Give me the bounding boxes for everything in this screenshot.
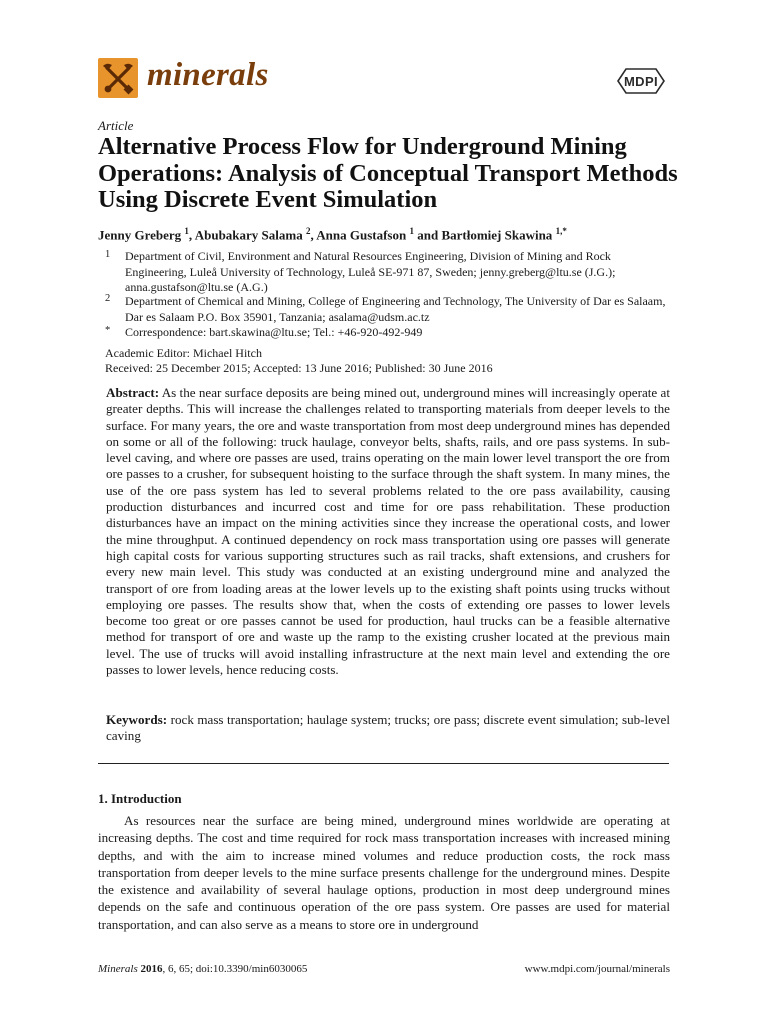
article-title: Alternative Process Flow for Underground Mining Operations: Analysis of Conceptual Transport Methods Using Discrete Event Simulation (98, 133, 678, 213)
keywords-text: rock mass transportation; haulage system; trucks; ore pass; discrete event simulation; sub-level caving (106, 712, 670, 744)
author-separator: , (310, 227, 317, 243)
abstract-label: Abstract: (106, 385, 160, 400)
introduction-paragraph: As resources near the surface are being mined, underground mines worldwide are operating at increasing depths. The cost and time required for rock mass transportation increases with increased mining depths, and with the aim to increase mined volumes and reduce production costs, the rock mass transportation from deeper levels to the mine surface presents challenge for the underground mines. Despite the existence and availability of several haulage options, production in most deep underground mines depends on the safe and continuous operation of the ore pass system. Ore passes are used for material transportation, and can also serve as a means to store ore in underground (98, 813, 670, 932)
author-name: Abubakary Salama (194, 227, 303, 243)
keywords-label: Keywords: (106, 712, 168, 727)
footer-journal-url[interactable]: www.mdpi.com/journal/minerals (524, 963, 670, 975)
author-separator: and (413, 227, 442, 243)
footer-doi: , 6, 65; doi:10.3390/min6030065 (162, 963, 308, 975)
abstract (106, 385, 670, 678)
keywords (106, 712, 670, 745)
author-name: Bartłomiej Skawina (441, 227, 553, 243)
article-type: Article (98, 118, 134, 133)
affiliation-number: 1 (105, 249, 111, 260)
journal-logo-icon (98, 58, 138, 98)
publisher-logo-text: MDPI (623, 74, 659, 89)
affiliation-text: Department of Chemical and Mining, College of Engineering and Technology, The University of Dar es Salaam, Dar es Salaam P.O. Box 35901, Tanzania; asalama@udsm.ac.tz (125, 294, 666, 324)
author-name: Jenny Greberg (98, 227, 182, 243)
section-heading: 1. Introduction (98, 791, 182, 806)
section-divider (98, 763, 669, 764)
affiliation-number: 2 (105, 293, 111, 304)
author-list (98, 226, 698, 243)
author-affil-marker: 2 (305, 226, 311, 236)
publication-dates: Received: 25 December 2015; Accepted: 13 June 2016; Published: 30 June 2016 (105, 361, 493, 375)
affiliation-text: Department of Civil, Environment and Natural Resources Engineering, Division of Mining and Rock Engineering, Luleå University of Technology, Luleå SE-971 87, Sweden; jenny.greberg@ltu.se (J.G.); anna.gustafson@ltu.se (A.G.) (125, 249, 616, 294)
correspondence-text: Correspondence: bart.skawina@ltu.se; Tel.: +46-920-492-949 (125, 325, 423, 339)
author-name: Anna Gustafson (316, 227, 407, 243)
footer-year: 2016 (140, 963, 163, 975)
author-affil-marker: 1,* (555, 226, 567, 236)
academic-editor: Academic Editor: Michael Hitch (105, 346, 262, 360)
journal-name: minerals (147, 57, 269, 93)
footer-citation (98, 963, 307, 975)
footer-journal: Minerals (98, 963, 138, 975)
abstract-text: As the near surface deposits are being mined out, underground mines will increasingly operate at greater depths. This will increase the challenges related to transporting materials from deeper levels to the surface. For many years, the ore and waste transportation from most deep underground mines has depended on some or all of the following: truck haulage, conveyor belts, shafts, rails, and ore pass systems. In sub-level caving, and where ore passes are used, trains operating on the main lower level transport the ore from ore passes to a crusher, for subsequent hoisting to the surface through the shaft system. In many mines, the use of the ore pass system has led to several problems related to the ore pass availability, causing production disturbances and incurred cost and time for ore pass rehabilitation. These production disturbances have an impact on the mining activities since they increase the operational costs, and lower the mine throughput. A continued dependency on rock mass transportation using ore passes will generate high capital costs for various supporting structures such as rail tracks, shaft extensions, and crushers for every new main level. This study was conducted at an existing underground mine and analyzed the transport of ore from loading areas at the lower levels up to the existing shaft points using trucks without employing ore passes. The results show that, when the costs of extending ore passes to lower levels become too great or ore passes cannot be used for production, haul trucks can be a feasible alternative method for transport of ore and waste up the ramp to the existing crusher located at the previous main level. The use of trucks will avoid installing infrastructure at the next main level and extending the ore passes to lower levels, hence reducing costs. (106, 385, 670, 678)
author-affil-marker: 1 (409, 226, 414, 236)
correspondence-marker: * (105, 325, 111, 336)
author-separator: , (188, 227, 195, 243)
author-affil-marker: 1 (184, 226, 189, 236)
